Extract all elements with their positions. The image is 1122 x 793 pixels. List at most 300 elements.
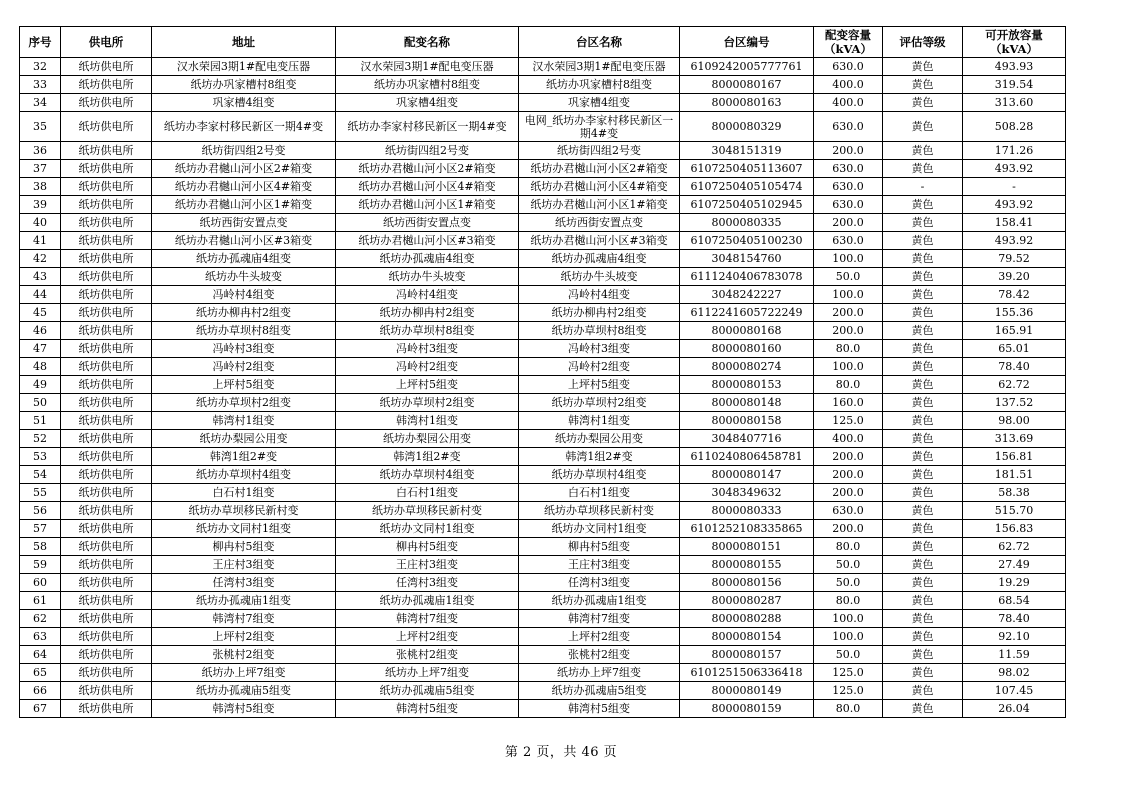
cell-seq: 37 [20, 160, 61, 178]
cell-grade: 黄色 [883, 556, 963, 574]
cell-area-name: 纸坊办柳冉村2组变 [519, 304, 680, 322]
cell-transformer: 任湾村3组变 [336, 574, 519, 592]
cell-transformer: 张桃村2组变 [336, 646, 519, 664]
header-open-capacity [963, 27, 1066, 58]
cell-open-capacity: 493.92 [963, 232, 1066, 250]
cell-station: 纸坊供电所 [61, 142, 152, 160]
cell-open-capacity: 39.20 [963, 268, 1066, 286]
cell-grade: 黄色 [883, 58, 963, 76]
cell-address: 纸坊街四组2号变 [152, 142, 336, 160]
cell-area-code: 6109242005777761 [680, 58, 814, 76]
cell-seq: 56 [20, 502, 61, 520]
cell-address: 纸坊办孤魂庙5组变 [152, 682, 336, 700]
cell-capacity: 160.0 [814, 394, 883, 412]
cell-seq: 51 [20, 412, 61, 430]
cell-grade: 黄色 [883, 538, 963, 556]
cell-station: 纸坊供电所 [61, 412, 152, 430]
cell-seq: 42 [20, 250, 61, 268]
cell-address: 上坪村5组变 [152, 376, 336, 394]
cell-address: 纸坊办君樾山河小区4#箱变 [152, 178, 336, 196]
table-body [20, 58, 1066, 718]
cell-grade: 黄色 [883, 412, 963, 430]
cell-capacity: 125.0 [814, 664, 883, 682]
cell-open-capacity: 171.26 [963, 142, 1066, 160]
cell-address: 王庄村3组变 [152, 556, 336, 574]
cell-capacity: 200.0 [814, 214, 883, 232]
cell-address: 上坪村2组变 [152, 628, 336, 646]
cell-station: 纸坊供电所 [61, 376, 152, 394]
cell-station: 纸坊供电所 [61, 178, 152, 196]
header-area-code: 台区编号 [680, 27, 814, 58]
cell-area-code: 3048154760 [680, 250, 814, 268]
cell-station: 纸坊供电所 [61, 682, 152, 700]
cell-open-capacity: 181.51 [963, 466, 1066, 484]
cell-address: 任湾村3组变 [152, 574, 336, 592]
cell-capacity: 630.0 [814, 196, 883, 214]
cell-grade: 黄色 [883, 646, 963, 664]
cell-open-capacity: 156.81 [963, 448, 1066, 466]
cell-address: 冯岭村3组变 [152, 340, 336, 358]
cell-area-name: 纸坊办孤魂庙4组变 [519, 250, 680, 268]
cell-capacity: 80.0 [814, 538, 883, 556]
cell-open-capacity: 79.52 [963, 250, 1066, 268]
cell-area-name: 纸坊办上坪7组变 [519, 664, 680, 682]
cell-station: 纸坊供电所 [61, 430, 152, 448]
cell-station: 纸坊供电所 [61, 502, 152, 520]
table-row [20, 214, 1066, 232]
cell-seq: 50 [20, 394, 61, 412]
cell-station: 纸坊供电所 [61, 322, 152, 340]
cell-open-capacity: 493.92 [963, 160, 1066, 178]
cell-area-code: 6107250405105474 [680, 178, 814, 196]
cell-capacity: 200.0 [814, 520, 883, 538]
cell-area-name: 纸坊办君樾山河小区4#箱变 [519, 178, 680, 196]
cell-open-capacity: 98.02 [963, 664, 1066, 682]
cell-station: 纸坊供电所 [61, 58, 152, 76]
cell-area-code: 6107250405100230 [680, 232, 814, 250]
cell-grade: 黄色 [883, 430, 963, 448]
cell-area-name: 冯岭村3组变 [519, 340, 680, 358]
cell-grade: 黄色 [883, 682, 963, 700]
cell-grade: 黄色 [883, 448, 963, 466]
cell-capacity: 200.0 [814, 466, 883, 484]
cell-open-capacity: 319.54 [963, 76, 1066, 94]
cell-station: 纸坊供电所 [61, 196, 152, 214]
table-header-row [20, 27, 1066, 58]
cell-seq: 34 [20, 94, 61, 112]
cell-seq: 58 [20, 538, 61, 556]
cell-grade: 黄色 [883, 628, 963, 646]
cell-grade: 黄色 [883, 394, 963, 412]
cell-area-name: 上坪村5组变 [519, 376, 680, 394]
cell-transformer: 纸坊办文同村1组变 [336, 520, 519, 538]
cell-capacity: 200.0 [814, 448, 883, 466]
cell-area-code: 6112241605722249 [680, 304, 814, 322]
cell-address: 纸坊办李家村移民新区一期4#变 [152, 112, 336, 142]
cell-open-capacity: 62.72 [963, 538, 1066, 556]
cell-station: 纸坊供电所 [61, 556, 152, 574]
table-row [20, 178, 1066, 196]
cell-area-code: 8000080149 [680, 682, 814, 700]
cell-transformer: 冯岭村3组变 [336, 340, 519, 358]
cell-address: 汉水荣园3期1#配电变压器 [152, 58, 336, 76]
cell-area-code: 8000080158 [680, 412, 814, 430]
table-row [20, 142, 1066, 160]
table-row [20, 610, 1066, 628]
cell-station: 纸坊供电所 [61, 232, 152, 250]
cell-capacity: 200.0 [814, 304, 883, 322]
cell-transformer: 纸坊办君樾山河小区4#箱变 [336, 178, 519, 196]
table-row [20, 448, 1066, 466]
cell-address: 韩湾村7组变 [152, 610, 336, 628]
cell-area-name: 张桃村2组变 [519, 646, 680, 664]
cell-seq: 65 [20, 664, 61, 682]
cell-address: 纸坊办孤魂庙4组变 [152, 250, 336, 268]
cell-grade: 黄色 [883, 160, 963, 178]
cell-transformer: 纸坊办巩家槽村8组变 [336, 76, 519, 94]
cell-area-code: 8000080153 [680, 376, 814, 394]
cell-capacity: 100.0 [814, 628, 883, 646]
cell-transformer: 纸坊办孤魂庙1组变 [336, 592, 519, 610]
cell-open-capacity: 58.38 [963, 484, 1066, 502]
cell-area-code: 8000080287 [680, 592, 814, 610]
cell-open-capacity: 158.41 [963, 214, 1066, 232]
cell-capacity: 50.0 [814, 556, 883, 574]
cell-area-name: 纸坊办孤魂庙5组变 [519, 682, 680, 700]
cell-area-name: 纸坊办君樾山河小区2#箱变 [519, 160, 680, 178]
cell-transformer: 白石村1组变 [336, 484, 519, 502]
cell-area-name: 韩湾1组2#变 [519, 448, 680, 466]
cell-station: 纸坊供电所 [61, 538, 152, 556]
cell-grade: 黄色 [883, 592, 963, 610]
cell-address: 韩湾村5组变 [152, 700, 336, 718]
cell-capacity: 100.0 [814, 358, 883, 376]
cell-address: 纸坊办上坪7组变 [152, 664, 336, 682]
cell-area-name: 纸坊办草坝村8组变 [519, 322, 680, 340]
header-capacity-line2: （kVA） [824, 42, 872, 56]
cell-transformer: 冯岭村2组变 [336, 358, 519, 376]
cell-transformer: 上坪村2组变 [336, 628, 519, 646]
cell-seq: 52 [20, 430, 61, 448]
cell-area-name: 纸坊办君樾山河小区#3箱变 [519, 232, 680, 250]
cell-area-code: 8000080151 [680, 538, 814, 556]
cell-area-code: 6107250405102945 [680, 196, 814, 214]
cell-area-code: 8000080155 [680, 556, 814, 574]
cell-address: 纸坊办文同村1组变 [152, 520, 336, 538]
cell-capacity: 50.0 [814, 574, 883, 592]
table-row [20, 112, 1066, 142]
header-station: 供电所 [61, 27, 152, 58]
cell-transformer: 王庄村3组变 [336, 556, 519, 574]
cell-address: 纸坊办君樾山河小区#3箱变 [152, 232, 336, 250]
cell-capacity: 630.0 [814, 160, 883, 178]
cell-seq: 35 [20, 112, 61, 142]
cell-station: 纸坊供电所 [61, 76, 152, 94]
cell-grade: 黄色 [883, 358, 963, 376]
cell-area-code: 8000080160 [680, 340, 814, 358]
cell-open-capacity: 137.52 [963, 394, 1066, 412]
cell-open-capacity: 19.29 [963, 574, 1066, 592]
cell-open-capacity: 78.40 [963, 610, 1066, 628]
cell-area-code: 8000080168 [680, 322, 814, 340]
cell-open-capacity: 156.83 [963, 520, 1066, 538]
cell-seq: 55 [20, 484, 61, 502]
cell-transformer: 冯岭村4组变 [336, 286, 519, 304]
cell-capacity: 400.0 [814, 94, 883, 112]
cell-area-name: 纸坊办草坝村4组变 [519, 466, 680, 484]
table-row [20, 358, 1066, 376]
cell-area-code: 6101252108335865 [680, 520, 814, 538]
cell-address: 纸坊办柳冉村2组变 [152, 304, 336, 322]
cell-area-code: 8000080329 [680, 112, 814, 142]
cell-area-code: 3048349632 [680, 484, 814, 502]
cell-area-name: 纸坊办草坝移民新村变 [519, 502, 680, 520]
cell-open-capacity: 11.59 [963, 646, 1066, 664]
cell-transformer: 纸坊办草坝村4组变 [336, 466, 519, 484]
table-row [20, 700, 1066, 718]
cell-station: 纸坊供电所 [61, 340, 152, 358]
table-row [20, 628, 1066, 646]
cell-area-code: 6110240806458781 [680, 448, 814, 466]
cell-address: 冯岭村4组变 [152, 286, 336, 304]
cell-grade: 黄色 [883, 664, 963, 682]
cell-capacity: 400.0 [814, 430, 883, 448]
cell-capacity: 125.0 [814, 412, 883, 430]
cell-capacity: 80.0 [814, 700, 883, 718]
page-footer: 第 2 页，共 46 页 [504, 745, 618, 760]
cell-grade: 黄色 [883, 196, 963, 214]
table-row [20, 502, 1066, 520]
cell-grade: 黄色 [883, 484, 963, 502]
table-row [20, 286, 1066, 304]
cell-address: 韩湾村1组变 [152, 412, 336, 430]
cell-open-capacity: 27.49 [963, 556, 1066, 574]
cell-capacity: 100.0 [814, 250, 883, 268]
cell-transformer: 纸坊办孤魂庙4组变 [336, 250, 519, 268]
cell-capacity: 80.0 [814, 376, 883, 394]
cell-open-capacity: 65.01 [963, 340, 1066, 358]
cell-area-code: 8000080335 [680, 214, 814, 232]
cell-capacity: 630.0 [814, 112, 883, 142]
table-row [20, 322, 1066, 340]
cell-capacity: 200.0 [814, 484, 883, 502]
cell-area-name: 纸坊办牛头坡变 [519, 268, 680, 286]
cell-seq: 59 [20, 556, 61, 574]
header-area-name: 台区名称 [519, 27, 680, 58]
cell-grade: - [883, 178, 963, 196]
cell-transformer: 纸坊办孤魂庙5组变 [336, 682, 519, 700]
cell-transformer: 韩湾村7组变 [336, 610, 519, 628]
cell-station: 纸坊供电所 [61, 250, 152, 268]
table-row [20, 58, 1066, 76]
cell-area-code: 8000080154 [680, 628, 814, 646]
table-row [20, 520, 1066, 538]
cell-grade: 黄色 [883, 700, 963, 718]
table-row [20, 376, 1066, 394]
cell-area-name: 纸坊办梨园公用变 [519, 430, 680, 448]
cell-grade: 黄色 [883, 232, 963, 250]
cell-area-code: 6101251506336418 [680, 664, 814, 682]
cell-transformer: 纸坊街四组2号变 [336, 142, 519, 160]
cell-capacity: 80.0 [814, 592, 883, 610]
cell-capacity: 100.0 [814, 286, 883, 304]
cell-station: 纸坊供电所 [61, 214, 152, 232]
table-row [20, 430, 1066, 448]
cell-seq: 33 [20, 76, 61, 94]
table-row [20, 538, 1066, 556]
cell-transformer: 纸坊办君樾山河小区#3箱变 [336, 232, 519, 250]
cell-seq: 67 [20, 700, 61, 718]
cell-station: 纸坊供电所 [61, 358, 152, 376]
table-row [20, 574, 1066, 592]
cell-seq: 39 [20, 196, 61, 214]
cell-capacity: 630.0 [814, 58, 883, 76]
table-row [20, 76, 1066, 94]
cell-open-capacity: 78.40 [963, 358, 1066, 376]
table-row [20, 484, 1066, 502]
cell-station: 纸坊供电所 [61, 112, 152, 142]
cell-address: 纸坊办巩家槽村8组变 [152, 76, 336, 94]
cell-transformer: 纸坊西街安置点变 [336, 214, 519, 232]
table-row [20, 412, 1066, 430]
cell-area-name: 巩家槽4组变 [519, 94, 680, 112]
cell-open-capacity: 155.36 [963, 304, 1066, 322]
cell-open-capacity: 107.45 [963, 682, 1066, 700]
cell-station: 纸坊供电所 [61, 268, 152, 286]
cell-area-code: 3048407716 [680, 430, 814, 448]
cell-address: 纸坊办草坝移民新村变 [152, 502, 336, 520]
cell-grade: 黄色 [883, 376, 963, 394]
cell-address: 纸坊办牛头坡变 [152, 268, 336, 286]
cell-seq: 45 [20, 304, 61, 322]
cell-area-code: 3048242227 [680, 286, 814, 304]
cell-capacity: 100.0 [814, 610, 883, 628]
cell-station: 纸坊供电所 [61, 484, 152, 502]
cell-address: 张桃村2组变 [152, 646, 336, 664]
cell-transformer: 纸坊办上坪7组变 [336, 664, 519, 682]
cell-station: 纸坊供电所 [61, 700, 152, 718]
cell-open-capacity: 165.91 [963, 322, 1066, 340]
cell-address: 冯岭村2组变 [152, 358, 336, 376]
table-row [20, 394, 1066, 412]
cell-station: 纸坊供电所 [61, 304, 152, 322]
table-row [20, 196, 1066, 214]
cell-address: 纸坊办草坝村2组变 [152, 394, 336, 412]
cell-station: 纸坊供电所 [61, 466, 152, 484]
cell-transformer: 纸坊办柳冉村2组变 [336, 304, 519, 322]
cell-seq: 47 [20, 340, 61, 358]
table-row [20, 160, 1066, 178]
cell-area-name: 纸坊办君樾山河小区1#箱变 [519, 196, 680, 214]
cell-station: 纸坊供电所 [61, 646, 152, 664]
cell-capacity: 200.0 [814, 142, 883, 160]
cell-seq: 36 [20, 142, 61, 160]
cell-transformer: 巩家槽4组变 [336, 94, 519, 112]
cell-transformer: 韩湾村5组变 [336, 700, 519, 718]
cell-area-name: 上坪村2组变 [519, 628, 680, 646]
cell-transformer: 纸坊办草坝村2组变 [336, 394, 519, 412]
cell-grade: 黄色 [883, 466, 963, 484]
cell-seq: 61 [20, 592, 61, 610]
cell-area-name: 纸坊办孤魂庙1组变 [519, 592, 680, 610]
cell-area-name: 王庄村3组变 [519, 556, 680, 574]
cell-station: 纸坊供电所 [61, 394, 152, 412]
cell-grade: 黄色 [883, 112, 963, 142]
cell-transformer: 韩湾1组2#变 [336, 448, 519, 466]
cell-address: 柳冉村5组变 [152, 538, 336, 556]
cell-address: 纸坊办孤魂庙1组变 [152, 592, 336, 610]
table-row [20, 646, 1066, 664]
cell-area-name: 纸坊办文同村1组变 [519, 520, 680, 538]
cell-station: 纸坊供电所 [61, 628, 152, 646]
cell-seq: 46 [20, 322, 61, 340]
cell-station: 纸坊供电所 [61, 520, 152, 538]
cell-grade: 黄色 [883, 76, 963, 94]
cell-seq: 49 [20, 376, 61, 394]
cell-open-capacity: 68.54 [963, 592, 1066, 610]
table-row [20, 340, 1066, 358]
cell-area-name: 纸坊西街安置点变 [519, 214, 680, 232]
cell-grade: 黄色 [883, 520, 963, 538]
cell-area-code: 8000080163 [680, 94, 814, 112]
cell-open-capacity: 26.04 [963, 700, 1066, 718]
cell-grade: 黄色 [883, 502, 963, 520]
cell-area-name: 韩湾村5组变 [519, 700, 680, 718]
cell-station: 纸坊供电所 [61, 160, 152, 178]
cell-area-name: 任湾村3组变 [519, 574, 680, 592]
cell-address: 纸坊办君樾山河小区2#箱变 [152, 160, 336, 178]
cell-area-name: 白石村1组变 [519, 484, 680, 502]
cell-capacity: 50.0 [814, 268, 883, 286]
cell-open-capacity: 78.42 [963, 286, 1066, 304]
cell-seq: 38 [20, 178, 61, 196]
cell-area-code: 8000080156 [680, 574, 814, 592]
header-seq: 序号 [20, 27, 61, 58]
cell-transformer: 纸坊办草坝移民新村变 [336, 502, 519, 520]
cell-area-name: 电网_纸坊办李家村移民新区一期4#变 [519, 112, 680, 142]
cell-grade: 黄色 [883, 286, 963, 304]
table-row [20, 304, 1066, 322]
cell-transformer: 纸坊办李家村移民新区一期4#变 [336, 112, 519, 142]
cell-capacity: 630.0 [814, 502, 883, 520]
cell-area-code: 8000080333 [680, 502, 814, 520]
capacity-table [19, 26, 1066, 718]
cell-seq: 44 [20, 286, 61, 304]
cell-area-code: 8000080167 [680, 76, 814, 94]
cell-capacity: 50.0 [814, 646, 883, 664]
cell-seq: 60 [20, 574, 61, 592]
table-row [20, 268, 1066, 286]
cell-seq: 40 [20, 214, 61, 232]
cell-grade: 黄色 [883, 250, 963, 268]
cell-grade: 黄色 [883, 574, 963, 592]
cell-transformer: 韩湾村1组变 [336, 412, 519, 430]
cell-area-name: 韩湾村7组变 [519, 610, 680, 628]
header-capacity [814, 27, 883, 58]
cell-area-code: 6111240406783078 [680, 268, 814, 286]
document-sheet [19, 26, 1065, 718]
table-row [20, 592, 1066, 610]
cell-open-capacity: 62.72 [963, 376, 1066, 394]
header-grade: 评估等级 [883, 27, 963, 58]
cell-area-code: 8000080274 [680, 358, 814, 376]
cell-area-code: 8000080159 [680, 700, 814, 718]
cell-station: 纸坊供电所 [61, 94, 152, 112]
cell-transformer: 上坪村5组变 [336, 376, 519, 394]
cell-area-code: 8000080148 [680, 394, 814, 412]
cell-station: 纸坊供电所 [61, 574, 152, 592]
cell-area-name: 柳冉村5组变 [519, 538, 680, 556]
